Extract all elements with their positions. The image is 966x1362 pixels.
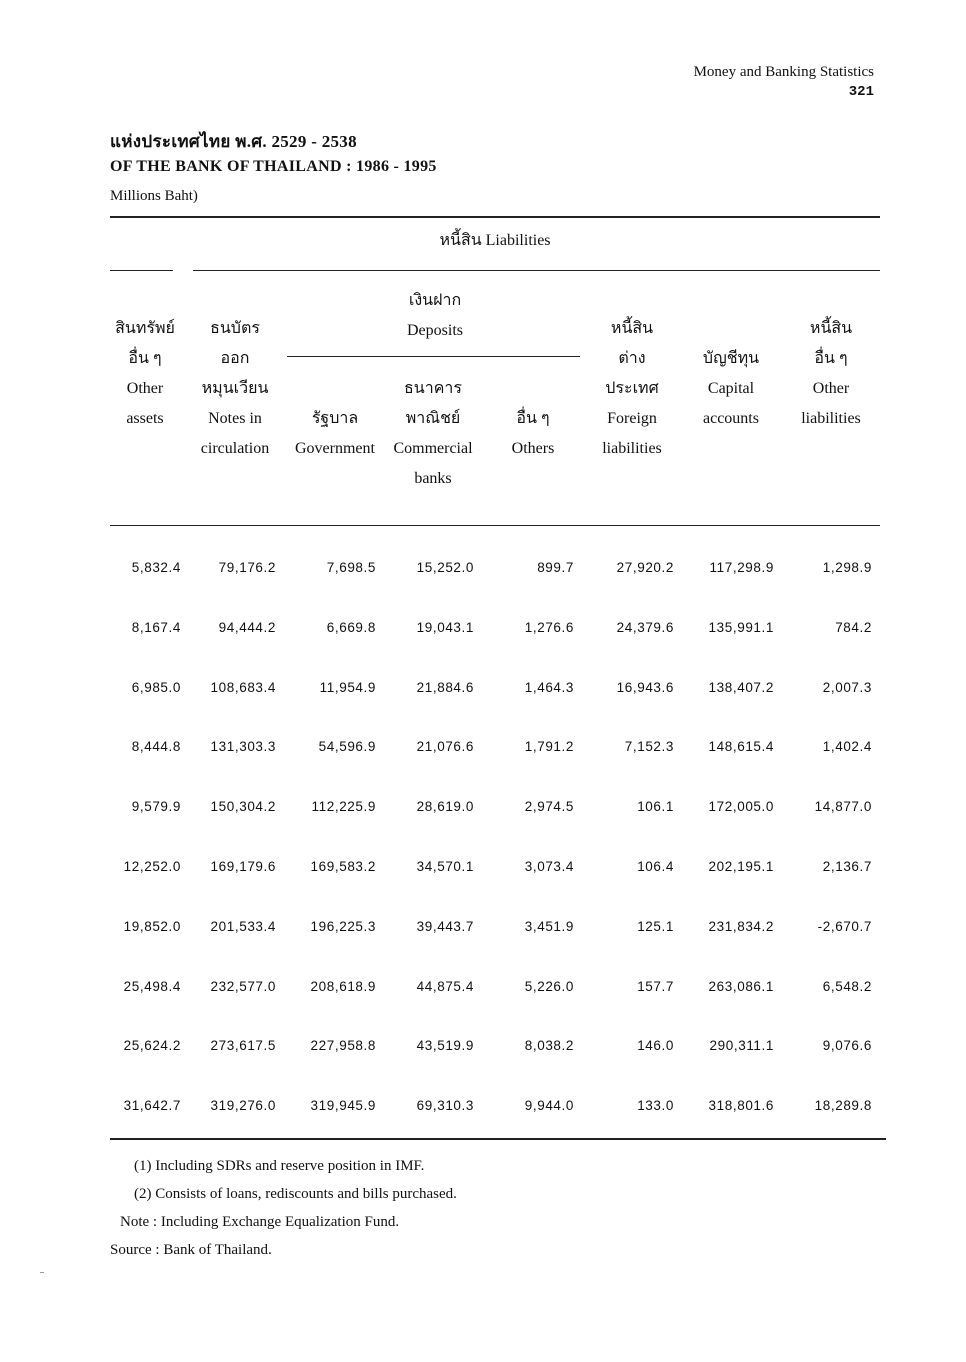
- cell-commercial-banks: 39,443.7: [416, 918, 474, 934]
- cell-capital-accounts: 135,991.1: [708, 619, 774, 635]
- cell-foreign-liabilities: 27,920.2: [616, 560, 674, 575]
- cell-commercial-banks: 43,519.9: [416, 1038, 474, 1054]
- cell-other-liabilities: 2,136.7: [822, 858, 872, 874]
- table-title-english: OF THE BANK OF THAILAND : 1986 - 1995: [110, 158, 437, 175]
- deposits-rule: [287, 356, 580, 357]
- cell-notes-in-circulation: 273,617.5: [210, 1038, 276, 1054]
- cell-capital-accounts: 231,834.2: [708, 918, 774, 934]
- cell-commercial-banks: 15,252.0: [416, 560, 474, 575]
- col-header-other-assets: สินทรัพย์ อื่น ๆ Other assets: [115, 320, 175, 427]
- cell-commercial-banks: 69,310.3: [416, 1098, 474, 1114]
- cell-notes-in-circulation: 169,179.6: [210, 858, 276, 874]
- table-row: [0, 897, 966, 957]
- cell-commercial-banks: 19,043.1: [416, 619, 474, 635]
- table-row: [0, 1076, 966, 1136]
- cell-government: 169,583.2: [310, 858, 376, 874]
- cell-commercial-banks: 21,884.6: [416, 679, 474, 695]
- cell-other-assets: 8,444.8: [131, 739, 181, 755]
- table-row: [0, 1016, 966, 1076]
- cell-others: 5,226.0: [524, 978, 574, 994]
- table-row: [0, 658, 966, 718]
- deposits-header-en: Deposits: [407, 322, 463, 339]
- cell-government: 6,669.8: [326, 619, 376, 635]
- cell-foreign-liabilities: 106.1: [637, 799, 674, 815]
- cell-other-assets: 8,167.4: [131, 619, 181, 635]
- cell-other-liabilities: 1,402.4: [822, 739, 872, 755]
- table-row: [0, 598, 966, 658]
- cell-other-assets: 25,624.2: [123, 1038, 181, 1054]
- col-header-foreign-liabilities: หนี้สิน ต่าง ประเทศ Foreign liabilities: [602, 320, 662, 457]
- cell-government: 7,698.5: [326, 560, 376, 575]
- cell-others: 1,276.6: [524, 619, 574, 635]
- cell-other-liabilities: 784.2: [835, 619, 872, 635]
- assets-header-rule: [110, 270, 173, 271]
- cell-other-liabilities: 2,007.3: [822, 679, 872, 695]
- cell-government: 112,225.9: [311, 799, 376, 815]
- cell-government: 196,225.3: [310, 918, 376, 934]
- cell-foreign-liabilities: 7,152.3: [624, 739, 674, 755]
- cell-others: 3,073.4: [524, 858, 574, 874]
- header-bottom-rule: [110, 525, 880, 526]
- cell-other-assets: 9,579.9: [131, 799, 181, 815]
- cell-others: 2,974.5: [524, 799, 574, 815]
- cell-capital-accounts: 318,801.6: [708, 1098, 774, 1114]
- source-line: Source : Bank of Thailand.: [110, 1242, 272, 1258]
- cell-capital-accounts: 290,311.1: [709, 1038, 774, 1054]
- cell-others: 1,791.2: [524, 739, 574, 755]
- cell-other-liabilities: 1,298.9: [822, 560, 872, 575]
- deposits-header: [290, 286, 580, 346]
- table-row: [0, 777, 966, 837]
- table-title-thai: แห่งประเทศไทย พ.ศ. 2529 - 2538: [110, 132, 357, 151]
- cell-other-assets: 19,852.0: [123, 918, 181, 934]
- cell-other-assets: 5,832.4: [131, 560, 181, 575]
- cell-notes-in-circulation: 79,176.2: [218, 560, 276, 575]
- cell-government: 319,945.9: [310, 1098, 376, 1114]
- page-number: 321: [848, 84, 874, 100]
- footnote-2: (2) Consists of loans, rediscounts and bills purchased.: [134, 1186, 457, 1202]
- cell-notes-in-circulation: 131,303.3: [210, 739, 276, 755]
- col-header-others: อื่น ๆ Others: [511, 410, 555, 457]
- cell-other-liabilities: -2,670.7: [817, 918, 872, 934]
- cell-foreign-liabilities: 125.1: [637, 918, 674, 934]
- unit-label: Millions Baht): [110, 188, 198, 204]
- cell-foreign-liabilities: 133.0: [637, 1098, 674, 1114]
- cell-foreign-liabilities: 146.0: [637, 1038, 674, 1054]
- cell-capital-accounts: 117,298.9: [709, 560, 774, 575]
- liabilities-header-rule: [193, 270, 880, 271]
- footnote-1: (1) Including SDRs and reserve position in IMF.: [134, 1158, 425, 1174]
- top-rule: [110, 216, 880, 218]
- running-head-title: Money and Banking Statistics: [693, 64, 874, 80]
- cell-foreign-liabilities: 157.7: [637, 978, 674, 994]
- table-body: [0, 538, 966, 1136]
- cell-government: 54,596.9: [318, 739, 376, 755]
- cell-capital-accounts: 202,195.1: [708, 858, 774, 874]
- cell-others: 9,944.0: [524, 1098, 574, 1114]
- cell-capital-accounts: 138,407.2: [708, 679, 774, 695]
- cell-notes-in-circulation: 94,444.2: [218, 619, 276, 635]
- running-head: [694, 62, 874, 102]
- cell-capital-accounts: 148,615.4: [708, 739, 774, 755]
- col-header-notes-in-circulation: ธนบัตร ออก หมุนเวียน Notes in circulation: [200, 320, 270, 457]
- cell-notes-in-circulation: 232,577.0: [210, 978, 276, 994]
- cell-other-liabilities: 6,548.2: [822, 978, 872, 994]
- table-row: [0, 957, 966, 1017]
- cell-other-assets: 25,498.4: [123, 978, 181, 994]
- cell-other-assets: 12,252.0: [123, 858, 181, 874]
- cell-notes-in-circulation: 108,683.4: [210, 679, 276, 695]
- cell-foreign-liabilities: 24,379.6: [616, 619, 674, 635]
- table-row: [0, 717, 966, 777]
- liabilities-group-header: หนี้สิน Liabilities: [439, 232, 551, 249]
- cell-notes-in-circulation: 150,304.2: [210, 799, 276, 815]
- col-header-commercial-banks: ธนาคาร พาณิชย์ Commercial banks: [393, 380, 473, 487]
- cell-other-assets: 31,642.7: [123, 1098, 181, 1114]
- cell-notes-in-circulation: 201,533.4: [210, 918, 276, 934]
- col-header-capital-accounts: บัญชีทุน Capital accounts: [702, 350, 760, 427]
- cell-other-liabilities: 9,076.6: [822, 1038, 872, 1054]
- cell-others: 1,464.3: [524, 679, 574, 695]
- footnotes: [110, 1152, 457, 1264]
- cell-other-assets: 6,985.0: [131, 679, 181, 695]
- table-row: [0, 538, 966, 598]
- cell-capital-accounts: 263,086.1: [708, 978, 774, 994]
- table-row: [0, 837, 966, 897]
- cell-foreign-liabilities: 16,943.6: [616, 679, 674, 695]
- cell-government: 208,618.9: [310, 978, 376, 994]
- cell-foreign-liabilities: 106.4: [637, 858, 674, 874]
- cell-commercial-banks: 44,875.4: [416, 978, 474, 994]
- cell-other-liabilities: 18,289.8: [814, 1098, 872, 1114]
- col-header-government: รัฐบาล Government: [295, 410, 375, 457]
- cell-capital-accounts: 172,005.0: [708, 799, 774, 815]
- cell-others: 3,451.9: [524, 918, 574, 934]
- cell-commercial-banks: 28,619.0: [416, 799, 474, 815]
- deposits-header-th: เงินฝาก: [408, 292, 462, 309]
- note-line: Note : Including Exchange Equalization Fund.: [120, 1214, 400, 1230]
- bottom-rule: [110, 1138, 886, 1140]
- cell-government: 227,958.8: [310, 1038, 376, 1054]
- cell-government: 11,954.9: [319, 679, 376, 695]
- cell-others: 8,038.2: [524, 1038, 574, 1054]
- cell-other-liabilities: 14,877.0: [814, 799, 872, 815]
- cell-commercial-banks: 21,076.6: [416, 739, 474, 755]
- cell-others: 899.7: [537, 560, 574, 575]
- scan-speck: [40, 1272, 44, 1273]
- col-header-other-liabilities: หนี้สิน อื่น ๆ Other liabilities: [801, 320, 861, 427]
- cell-commercial-banks: 34,570.1: [416, 858, 474, 874]
- cell-notes-in-circulation: 319,276.0: [210, 1098, 276, 1114]
